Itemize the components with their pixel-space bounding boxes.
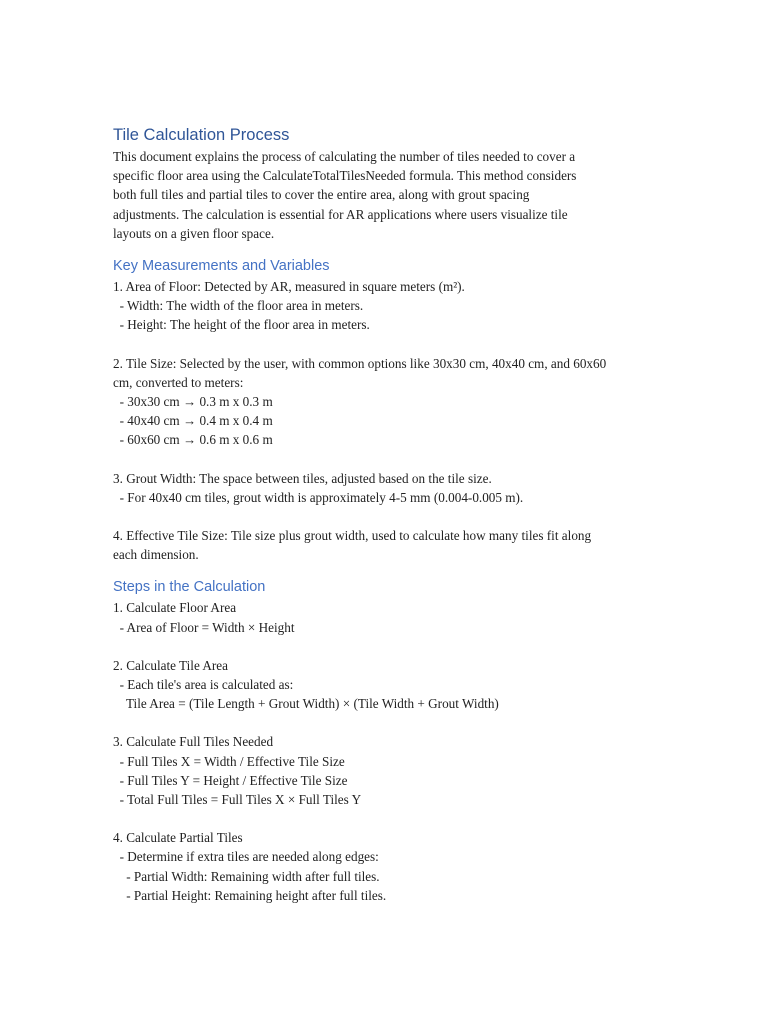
- intro-line: specific floor area using the CalculateTotalTilesNeeded formula. This method considers: [113, 168, 577, 184]
- text-line: - Determine if extra tiles are needed along edges:: [113, 849, 379, 865]
- text-line: - 40x40 cm → 0.4 m x 0.4 m: [113, 413, 273, 429]
- section-heading-key-measurements: Key Measurements and Variables: [113, 258, 330, 275]
- text-line: - Full Tiles X = Width / Effective Tile Size: [113, 753, 345, 769]
- section-heading-steps: Steps in the Calculation: [113, 579, 266, 596]
- document-title: Tile Calculation Process: [113, 126, 290, 144]
- text-line: 1. Area of Floor: Detected by AR, measured in square meters (m²).: [113, 279, 465, 295]
- intro-line: both full tiles and partial tiles to cover the entire area, along with grout spacing: [113, 187, 530, 203]
- text-line: 1. Calculate Floor Area: [113, 600, 237, 616]
- text-line: 2. Calculate Tile Area: [113, 657, 229, 673]
- section-body-steps: [113, 598, 661, 905]
- text-line: - Partial Height: Remaining height after full tiles.: [113, 887, 387, 903]
- text-line: - Width: The width of the floor area in meters.: [113, 298, 364, 314]
- text-line: - Partial Width: Remaining width after full tiles.: [113, 868, 380, 884]
- intro-line: This document explains the process of calculating the number of tiles needed to cover a: [113, 149, 576, 164]
- intro-line: adjustments. The calculation is essential for AR applications where users visualize tile: [113, 206, 568, 222]
- text-line: cm, converted to meters:: [113, 374, 244, 390]
- text-line: 4. Effective Tile Size: Tile size plus grout width, used to calculate how many tiles fit along: [113, 528, 592, 544]
- blank-line: [113, 809, 661, 828]
- section-body-key-measurements: [113, 277, 661, 564]
- text-line: - For 40x40 cm tiles, grout width is approximately 4-5 mm (0.004-0.005 m).: [113, 489, 524, 505]
- text-line: - 60x60 cm → 0.6 m x 0.6 m: [113, 432, 273, 448]
- text-line: - Total Full Tiles = Full Tiles X × Full Tiles Y: [113, 792, 362, 808]
- document-page: [113, 124, 661, 905]
- text-line: Tile Area = (Tile Length + Grout Width) × (Tile Width + Grout Width): [113, 696, 499, 712]
- blank-line: [113, 637, 661, 656]
- blank-line: [113, 713, 661, 732]
- text-line: 4. Calculate Partial Tiles: [113, 830, 243, 846]
- text-line: - Full Tiles Y = Height / Effective Tile Size: [113, 772, 348, 788]
- blank-line: [113, 335, 661, 354]
- text-line: 2. Tile Size: Selected by the user, with common options like 30x30 cm, 40x40 cm, and 60x60: [113, 355, 607, 371]
- text-line: - Area of Floor = Width × Height: [113, 619, 295, 635]
- text-line: each dimension.: [113, 547, 199, 563]
- intro-line: layouts on a given floor space.: [113, 225, 275, 241]
- text-line: - 30x30 cm → 0.3 m x 0.3 m: [113, 394, 273, 410]
- blank-line: [113, 507, 661, 526]
- text-line: 3. Calculate Full Tiles Needed: [113, 734, 274, 750]
- text-line: - Height: The height of the floor area in meters.: [113, 317, 370, 333]
- intro-paragraph: [113, 147, 661, 243]
- text-line: 3. Grout Width: The space between tiles, adjusted based on the tile size.: [113, 470, 492, 486]
- text-line: - Each tile's area is calculated as:: [113, 677, 294, 693]
- blank-line: [113, 450, 661, 469]
